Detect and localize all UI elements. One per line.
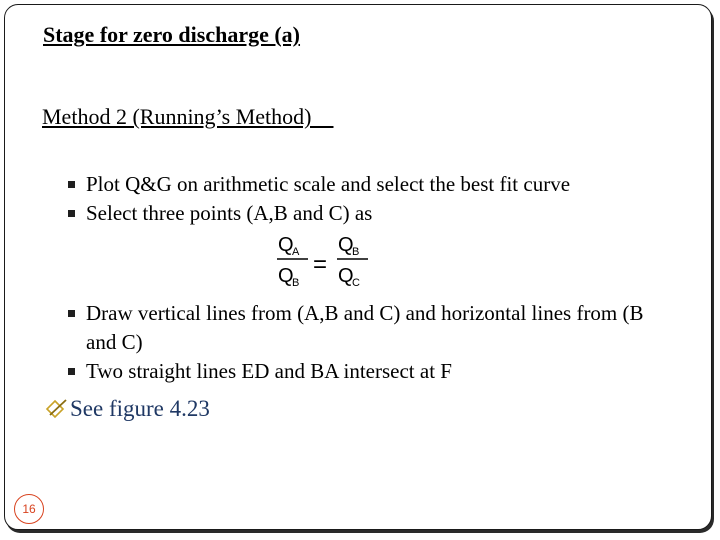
- bullet-item: [68, 199, 668, 228]
- bullet-list-bottom: [68, 299, 678, 386]
- bullet-item: [68, 170, 668, 199]
- page-number-badge: 16: [14, 494, 44, 524]
- square-bullet-icon: [68, 368, 75, 375]
- ratio-formula: [275, 232, 385, 292]
- bullet-item: [68, 357, 678, 386]
- see-also: [44, 396, 210, 422]
- slide-subtitle: Method 2 (Running’s Method): [42, 104, 334, 129]
- square-bullet-icon: [68, 210, 75, 217]
- formula-equals: =: [313, 251, 328, 278]
- formula-lhs-num-sub: A: [292, 246, 300, 258]
- formula-rhs-num-sub: B: [352, 246, 360, 258]
- bullet-item: [68, 299, 678, 357]
- formula-lhs-num: Q: [278, 234, 294, 256]
- bullet-list-top: [68, 170, 668, 228]
- see-also-text: See figure 4.23: [70, 396, 210, 421]
- square-bullet-icon: [68, 310, 75, 317]
- formula-lhs-den-sub: B: [292, 277, 300, 289]
- formula-rhs-num: Q: [338, 234, 354, 256]
- bullet-text: Two straight lines ED and BA intersect at F: [86, 359, 452, 383]
- square-bullet-icon: [68, 181, 75, 188]
- formula-rhs-den-sub: C: [352, 277, 360, 289]
- formula-lhs-den: Q: [278, 265, 294, 287]
- slide-title: Stage for zero discharge (a): [43, 22, 301, 47]
- formula-rhs-den: Q: [338, 265, 354, 287]
- diamond-check-icon: [44, 398, 68, 420]
- bullet-text: Plot Q&G on arithmetic scale and select the best fit curve: [86, 172, 571, 196]
- bullet-text: Draw vertical lines from (A,B and C) and horizontal lines from (B and C): [86, 301, 644, 354]
- bullet-text: Select three points (A,B and C) as: [86, 201, 373, 225]
